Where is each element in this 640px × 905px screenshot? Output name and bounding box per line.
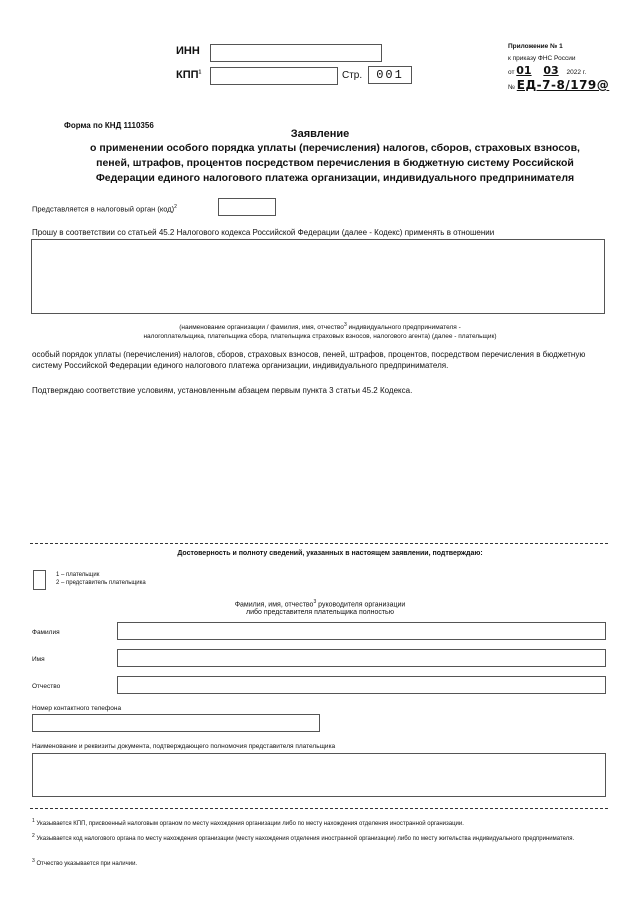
inn-field[interactable] [210,44,382,62]
form-code: Форма по КНД 1110356 [64,121,154,130]
date-month: 03 [543,64,559,77]
fio-caption-footnote-ref: 3 [313,599,317,605]
form-subtitle-3: Федерации единого налогового платежа организации, индивидуального предпринимателя [95,172,575,184]
number-prefix: № [508,84,515,91]
tax-authority-code-field[interactable] [218,198,276,216]
phone-field[interactable] [32,714,320,732]
caption-footnote-ref: 3 [343,322,347,328]
footnotes-divider [30,808,608,809]
page-label: Стр. [342,70,363,81]
appendix-date [508,64,586,77]
footnote-1-num: 1 [32,818,35,824]
kpp-label: КПП [176,69,199,81]
footnote-2-text: Указывается код налогового органа по месту нахождения организации (месту нахождения отделения иностранной организации) либо по месту жительства индивидуального предпринимателя. [36,836,575,842]
signer-type-field[interactable] [33,570,46,590]
request-text: Прошу в соответствии со статьей 45.2 Налогового кодекса Российской Федерации (далее - Кодекс) применять в отношении [32,228,495,237]
payer-name-caption-1 [30,322,610,331]
document-label: Наименование и реквизиты документа, подтверждающего полномочия представителя плательщика [32,743,336,750]
form-title: Заявление [290,128,350,140]
caption-1a: (наименование организации / фамилия, имя, отчество [179,324,344,332]
section-divider [30,543,608,544]
kpp-field[interactable] [210,67,338,85]
footnote-3-num: 3 [32,858,35,864]
surname-field[interactable] [117,622,606,640]
footnote-2-num: 2 [32,833,35,839]
footnote-1-text: Указывается КПП, присвоенный налоговым органом по месту нахождения организации либо по месту нахождения отделения иностранной организации. [36,821,464,827]
number-value: ЕД-7-8/179@ [516,78,610,92]
name-field[interactable] [117,649,606,667]
document-field[interactable] [32,753,606,797]
appendix-number [508,78,609,92]
tax-authority-footnote-ref: 2 [174,204,177,210]
payer-name-field[interactable] [31,239,605,314]
footnote-3-text: Отчество указывается при наличии. [36,861,138,867]
signature-heading: Достоверность и полноту сведений, указанных в настоящем заявлении, подтверждаю: [177,550,483,557]
confirm-text: Подтверждаю соответствие условиям, установленным абзацем первым пункта 3 статьи 45.2 Кодекса. [32,386,413,395]
payer-name-caption-2: налогоплательщика, плательщика сбора, плательщика страховых взносов, налогового агента) (далее - плательщик) [143,333,497,340]
tax-authority-text: Представляется в налоговый орган (код) [32,204,175,214]
fio-caption-1b: руководителя организации [318,601,406,609]
footnote-3 [32,857,612,868]
footnote-2 [32,832,592,843]
appendix-line2: к приказу ФНС России [508,55,576,62]
inn-label: ИНН [176,45,200,57]
tax-authority-label [32,204,177,214]
footnote-1 [32,817,612,828]
form-subtitle-1: о применении особого порядка уплаты (перечисления) налогов, сборов, страховых взносов, [90,142,580,154]
name-label: Имя [32,656,45,663]
fio-caption-2: либо представителя плательщика полностью [246,609,394,616]
fio-caption-1 [0,599,640,608]
date-year: 2022 г. [566,69,587,76]
kpp-footnote-ref: 1 [198,69,202,76]
patronymic-label: Отчество [32,683,61,690]
fio-caption-1a: Фамилия, имя, отчество [234,601,314,609]
signer-option-2: 2 – представитель плательщика [56,580,146,586]
surname-label: Фамилия [32,629,60,636]
page-number: 001 [376,68,404,82]
kpp-label-wrap [176,69,201,81]
form-subtitle-2: пеней, штрафов, процентов посредством перечисления в бюджетную систему Российской [96,157,574,169]
phone-label: Номер контактного телефона [32,705,122,712]
appendix-line1: Приложение № 1 [508,43,563,50]
date-prefix: от [508,69,515,76]
signer-option-1: 1 – плательщик [56,572,100,578]
patronymic-field[interactable] [117,676,606,694]
page-number-field[interactable] [368,66,412,84]
date-day: 01 [516,64,532,77]
special-order-text: особый порядок уплаты (перечисления) налогов, сборов, страховых взносов, пеней, штрафов, процентов, посредством перечисления в бюджетную систему Российской Федерации единого налогового платежа организации, индивидуального предпринимателя. [32,350,586,370]
caption-1b: индивидуального предпринимателя - [348,324,461,332]
